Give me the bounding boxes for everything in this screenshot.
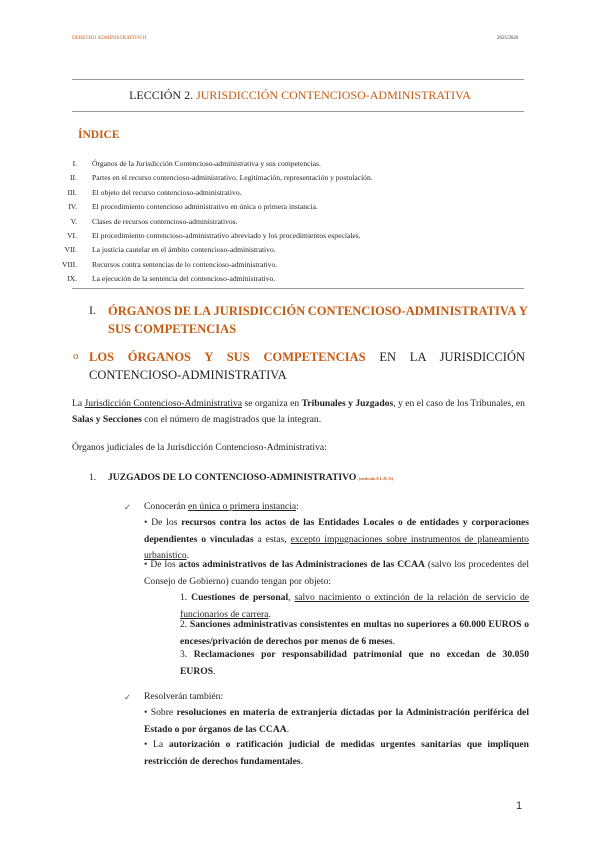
text: con el número de magistrados que la integran.	[141, 414, 322, 426]
resolveran-item-a	[144, 705, 529, 738]
subsection-title-rest: EN LA JURISDICCIÓN CONTENCIOSO-ADMINISTRATIVA	[89, 350, 526, 382]
index-item-number: I.	[72, 159, 77, 168]
index-item-text: La justicia cautelar en el ámbito contencioso-administrativo.	[92, 245, 276, 255]
index-item-number: III.	[67, 187, 77, 197]
index-item-text: El procedimiento contencioso-administrativo abreviado y los procedimientos especiales.	[92, 230, 361, 240]
index-item	[50, 229, 500, 243]
index-item-text: El procedimiento contencioso administrativo en única o primera instancia.	[92, 202, 318, 212]
subsection-title	[89, 349, 525, 384]
text: se organiza en	[242, 398, 302, 409]
section-title-word: DE	[173, 304, 192, 318]
section-number: I.	[89, 303, 96, 317]
text-bold: Cuestiones de personal	[191, 592, 289, 603]
index-item	[50, 200, 500, 214]
header-course: DERECHO ADMINISTRATIVO II	[72, 36, 147, 41]
item-title-text: JUZGADOS DE LO CONTENCIOSO-ADMINISTRATIVO	[108, 472, 357, 483]
divider	[72, 79, 524, 80]
page-number: 1	[516, 800, 523, 812]
text-underlined: en única o primera instancia	[187, 501, 297, 512]
text: .	[213, 665, 216, 677]
conoceran-lead	[144, 499, 529, 516]
index-item-number: IX.	[67, 274, 77, 284]
index-item	[50, 243, 500, 257]
index-item-number: VII.	[64, 245, 77, 255]
conoceran-item-b	[144, 557, 529, 590]
text: 3.	[180, 649, 194, 660]
resolveran-lead: Resolverán también:	[144, 691, 224, 702]
index-item	[50, 186, 500, 200]
text: .	[268, 608, 271, 620]
text-bold: Reclamaciones por responsabilidad patrimonial que no excedan de 30.050 EUROS	[180, 649, 529, 677]
text: a estas,	[253, 533, 291, 545]
conoceran-subitem-2	[180, 617, 529, 650]
text: .	[300, 755, 303, 767]
index-item-text: Órganos de la Jurisdicción Contencioso-administrativa y sus competencias.	[92, 159, 321, 168]
item-title	[108, 472, 393, 483]
header-year: 2025/2026	[497, 36, 519, 41]
text: ,	[288, 592, 295, 603]
section-title-word: LA	[193, 304, 212, 318]
divider	[72, 111, 524, 112]
text-underlined: excepto impugnaciones sobre instrumentos de planeamiento urbanístico	[144, 533, 529, 561]
section-title-word: CONTENCIOSO-ADMINISTRATIVA	[307, 304, 517, 318]
text: , y en el caso de los Tribunales, en	[393, 398, 525, 409]
index-item-text: El objeto del recurso contencioso-administrativo.	[92, 187, 242, 197]
lesson-title	[0, 88, 600, 103]
text: (salvo los procedentes del Consejo de Gobierno) cuando tengan por objeto:	[144, 559, 530, 587]
divider	[72, 288, 524, 289]
text: .	[392, 635, 395, 647]
subsection-title-bold: LOS ÓRGANOS Y SUS COMPETENCIAS	[89, 350, 366, 364]
index-item	[50, 157, 500, 171]
text: .	[286, 723, 290, 735]
index-item	[50, 215, 500, 229]
index-item	[50, 171, 500, 185]
text-bold: resoluciones en materia de extranjería dictadas por la Administración periférica del Estado o por órganos de las CCAA	[144, 707, 529, 735]
text: • La	[144, 739, 169, 750]
text: :	[296, 501, 299, 512]
text-bold: autorización o ratificación judicial de medidas urgentes sanitarias que impliquen restricción de derechos fundamentales	[144, 739, 529, 767]
text-bold: Sanciones administrativas consistentes en multas no superiores a 60.000 EUROS o enceses/privación de derechos por menos de 6 meses	[180, 619, 529, 647]
text-bold: Tribunales y Juzgados	[301, 398, 394, 409]
text: Conocerán	[144, 501, 188, 512]
section-title-line2: SUS COMPETENCIAS	[108, 321, 237, 336]
item-number: 1.	[89, 472, 97, 483]
intro-paragraph	[72, 396, 525, 429]
text: • Sobre	[144, 707, 177, 718]
index-item-text: Clases de recursos contencioso-administrativos.	[92, 216, 238, 226]
text: La	[72, 398, 85, 409]
index-item-number: VI.	[67, 230, 77, 240]
text-bold: recursos contra los actos de las Entidades Locales o de entidades y corporaciones dependientes o vinculadas	[144, 517, 529, 545]
index-item-number: II.	[70, 173, 77, 183]
text: .	[186, 550, 190, 561]
section-title-word: Y	[518, 304, 528, 318]
index-item-number: V.	[70, 216, 77, 226]
text: 1.	[180, 592, 192, 603]
text: • De los	[144, 517, 182, 528]
index-item-text: La ejecución de la sentencia del contencioso-administrativo.	[92, 274, 276, 284]
check-icon: ✓	[124, 692, 132, 702]
section-title-word: ÓRGANOS	[108, 304, 172, 318]
text-underlined: Jurisdicción Contencioso-Administrativa	[84, 398, 243, 409]
lesson-number: LECCIÓN 2.	[129, 88, 194, 102]
organs-paragraph: Órganos judiciales de la Jurisdicción Contencioso-Administrativa:	[72, 442, 327, 453]
index-item	[50, 272, 500, 286]
section-title-line1	[108, 303, 528, 321]
lesson-topic: JURISDICCIÓN CONTENCIOSO-ADMINISTRATIVA	[196, 88, 471, 102]
check-icon: ✓	[124, 502, 132, 512]
conoceran-subitem-3	[180, 647, 529, 680]
text-bold: Salas y Secciones	[72, 414, 142, 426]
section-title	[108, 303, 528, 338]
index-item	[50, 258, 500, 272]
text-underlined: salvo nacimiento o extinción de la relación de servicio de funcionarios de carrera	[180, 592, 530, 620]
index-heading: ÍNDICE	[78, 129, 120, 141]
index-item-text: Recursos contra sentencias de lo contencioso-administrativo.	[92, 259, 278, 269]
text: • De los	[144, 559, 179, 570]
resolveran-item-b	[144, 737, 529, 770]
text-bold: actos administrativos de las Administraciones de las CCAA	[178, 559, 425, 570]
section-title-word: JURISDICCIÓN	[213, 304, 306, 318]
index-item-number: VIII.	[62, 259, 77, 269]
index-item-number: IV.	[68, 202, 77, 212]
table-of-contents	[50, 157, 500, 287]
item-reference: (artículo 8 LJCA)	[358, 476, 393, 481]
subsection-bullet: o	[73, 350, 79, 362]
index-item-text: Partes en el recurso contencioso-administrativo. Legitimación, representación y postulación.	[92, 173, 373, 183]
text: 2.	[180, 619, 190, 630]
